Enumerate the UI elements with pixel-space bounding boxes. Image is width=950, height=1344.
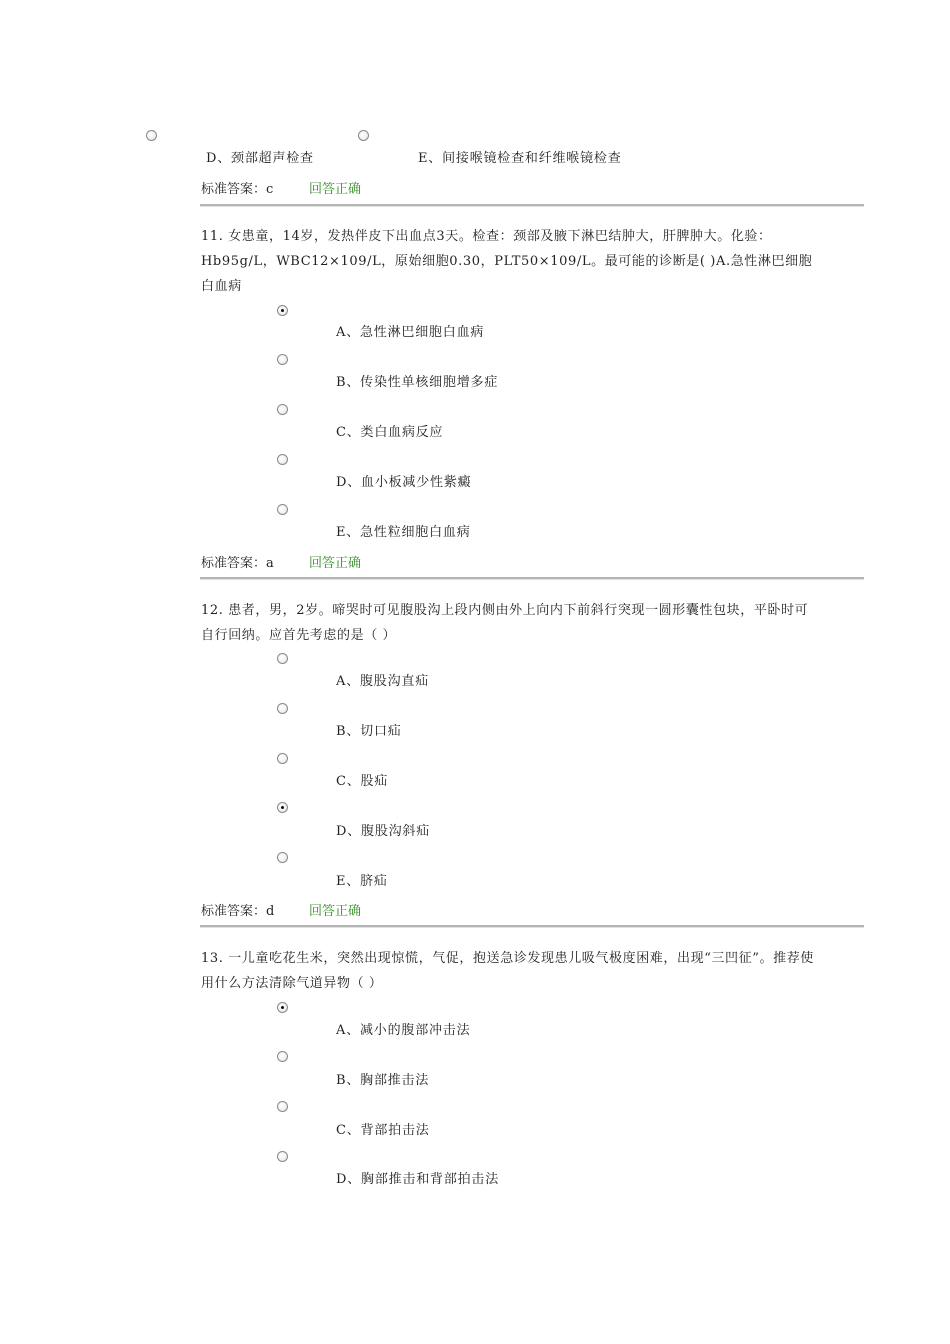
- option-b-label: B、切口疝: [336, 724, 402, 739]
- option-a-radio[interactable]: [277, 653, 288, 664]
- result-text: 回答正确: [309, 556, 362, 571]
- option-b-radio[interactable]: [277, 703, 288, 714]
- option-c-radio[interactable]: [277, 753, 288, 764]
- option-e-radio[interactable]: [277, 504, 288, 515]
- option-d-label: D、血小板减少性紫癜: [336, 475, 472, 490]
- standard-answer-row: [201, 552, 274, 571]
- option-c-label: C、背部拍击法: [336, 1123, 430, 1138]
- question-text: 13. 一儿童吃花生米，突然出现惊慌，气促，抱送急诊发现患儿吸气极度困难，出现“三凹征”。推荐使用什么方法清除气道异物（ ）: [201, 951, 814, 991]
- divider: [200, 577, 864, 580]
- option-d-radio[interactable]: [146, 130, 157, 141]
- option-e-radio[interactable]: [277, 852, 288, 863]
- question-text: 11. 女患童，14岁，发热伴皮下出血点3天。检查：颈部及腋下淋巴结肿大，肝脾肿大。化验：Hb95g/L，WBC12×109/L，原始细胞0.30，PLT50×109/L。最可能的诊断是( )A.急性淋巴细胞白血病: [201, 229, 813, 294]
- option-a-label: A、减小的腹部冲击法: [336, 1023, 471, 1038]
- option-b-label: B、胸部推击法: [336, 1073, 430, 1088]
- standard-answer-row: [201, 178, 273, 197]
- option-d-label: D、颈部超声检查: [206, 151, 314, 166]
- option-e-label: E、间接喉镜检查和纤维喉镜检查: [418, 151, 622, 166]
- option-e-label: E、急性粒细胞白血病: [336, 525, 471, 540]
- question-text: 12. 患者，男，2岁。啼哭时可见腹股沟上段内侧由外上向内下前斜行突现一圆形囊性包块，平卧时可自行回纳。应首先考虑的是（ ）: [201, 603, 809, 643]
- option-d-radio[interactable]: [277, 454, 288, 465]
- option-b-radio[interactable]: [277, 354, 288, 365]
- divider: [200, 204, 864, 207]
- result-text: 回答正确: [309, 904, 362, 919]
- option-c-radio[interactable]: [277, 404, 288, 415]
- standard-answer-value: c: [266, 182, 274, 197]
- option-c-radio[interactable]: [277, 1101, 288, 1112]
- result-text: 回答正确: [309, 182, 362, 197]
- option-c-label: C、类白血病反应: [336, 425, 444, 440]
- standard-answer-label: 标准答案：: [201, 182, 267, 197]
- option-b-label: B、传染性单核细胞增多症: [336, 375, 499, 390]
- standard-answer-row: [201, 900, 274, 919]
- option-d-radio[interactable]: [277, 802, 288, 813]
- divider: [200, 925, 864, 928]
- option-d-radio[interactable]: [277, 1151, 288, 1162]
- option-d-label: D、胸部推击和背部拍击法: [336, 1172, 500, 1187]
- standard-answer-label: 标准答案：: [201, 904, 267, 919]
- option-e-label: E、脐疝: [336, 874, 388, 889]
- option-a-label: A、急性淋巴细胞白血病: [336, 325, 485, 340]
- option-a-radio[interactable]: [277, 1002, 288, 1013]
- option-a-radio[interactable]: [277, 305, 288, 316]
- option-e-radio[interactable]: [358, 130, 369, 141]
- standard-answer-value: d: [266, 904, 275, 919]
- standard-answer-label: 标准答案：: [201, 556, 267, 571]
- option-b-radio[interactable]: [277, 1051, 288, 1062]
- standard-answer-value: a: [266, 556, 274, 571]
- option-d-label: D、腹股沟斜疝: [336, 824, 431, 839]
- option-a-label: A、腹股沟直疝: [336, 674, 429, 689]
- option-c-label: C、股疝: [336, 774, 389, 789]
